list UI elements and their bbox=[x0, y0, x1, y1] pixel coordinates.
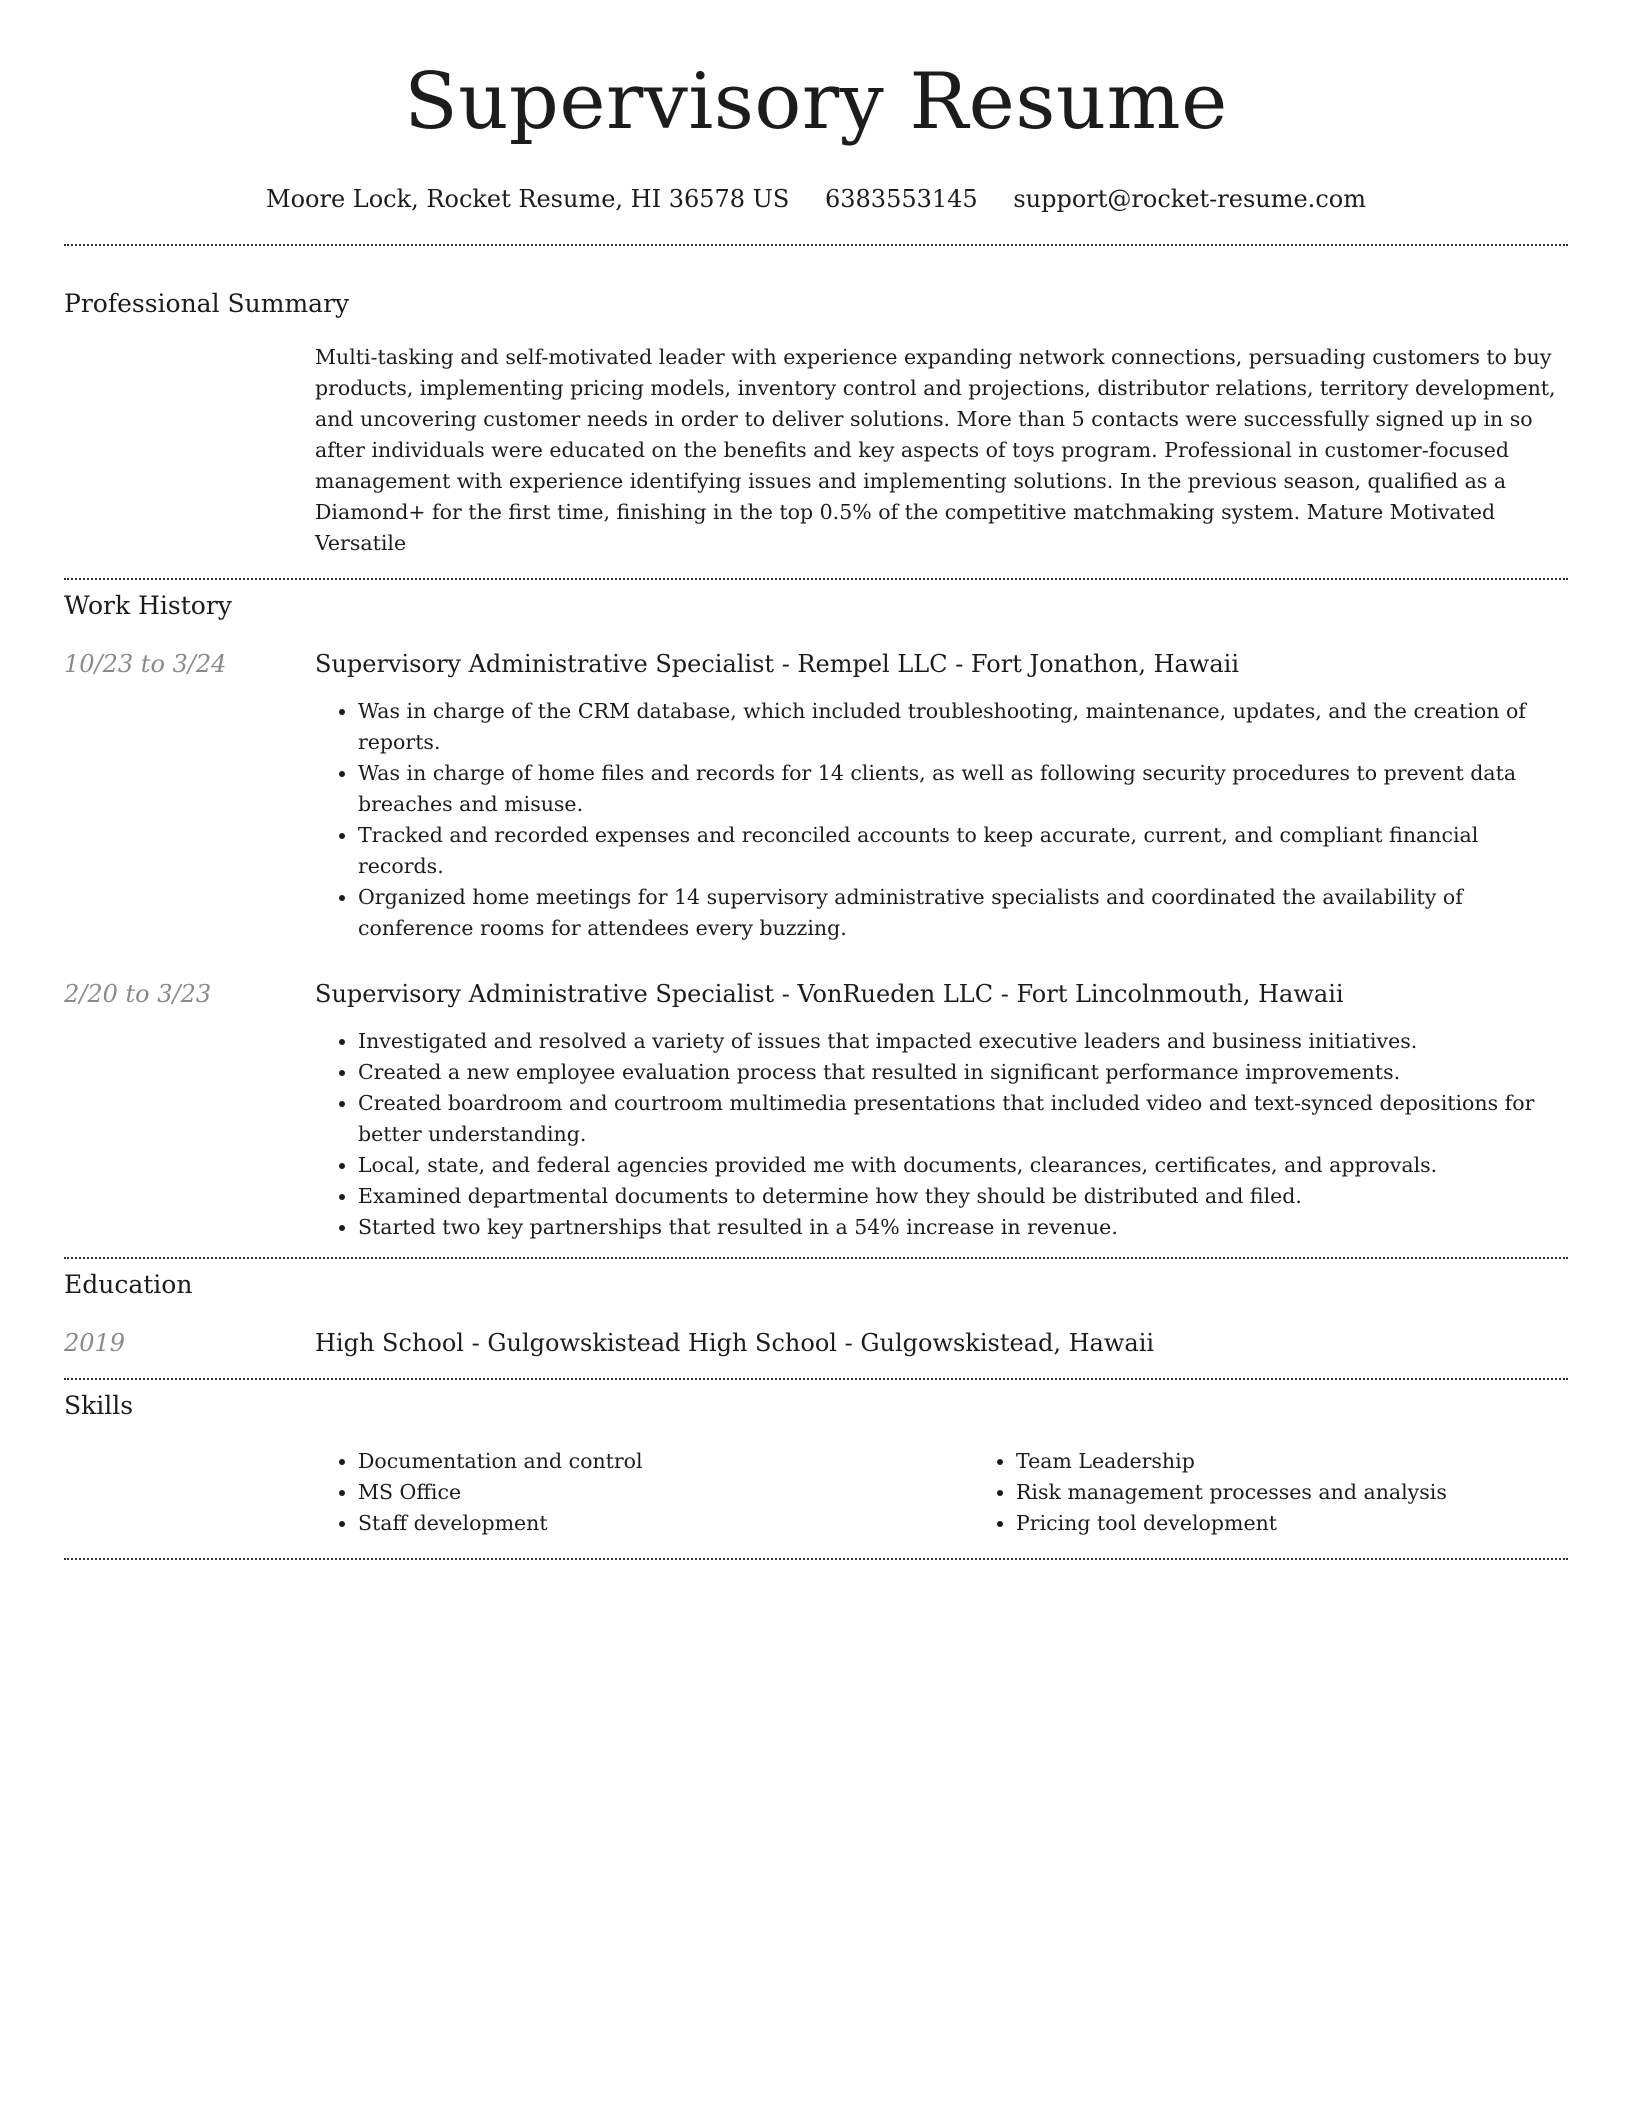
summary-heading: Professional Summary bbox=[64, 289, 350, 318]
job-bullet: • Examined departmental documents to determine how they should be distributed and filed. bbox=[358, 1181, 1568, 1212]
skill-item: • Documentation and control bbox=[358, 1446, 973, 1477]
job-entry bbox=[64, 648, 1568, 944]
education-year: 2019 bbox=[64, 1329, 126, 1357]
skills-row bbox=[64, 1446, 1568, 1539]
skill-item: • Risk management processes and analysis bbox=[1016, 1477, 1631, 1508]
job-title: Supervisory Administrative Specialist - Rempel LLC - Fort Jonathon, Hawaii bbox=[315, 650, 1240, 678]
skills-heading: Skills bbox=[64, 1391, 134, 1420]
job-bullets bbox=[315, 1026, 1568, 1243]
contact-phone: 6383553145 bbox=[825, 185, 978, 213]
divider bbox=[64, 1558, 1568, 1560]
job-bullet: • Organized home meetings for 14 supervisory administrative specialists and coordinated the availability of conference rooms for attendees every buzzing. bbox=[358, 882, 1568, 944]
skill-item: • Staff development bbox=[358, 1508, 973, 1539]
contact-email: support@rocket-resume.com bbox=[1013, 185, 1366, 213]
divider bbox=[64, 578, 1568, 580]
divider bbox=[64, 1378, 1568, 1380]
work-history-heading: Work History bbox=[64, 591, 232, 620]
resume-title: Supervisory Resume bbox=[404, 57, 1228, 147]
job-dates: 2/20 to 3/23 bbox=[64, 980, 212, 1008]
summary-text: Multi-tasking and self-motivated leader with experience expanding network connections, persuading customers to buy products, implementing pricing models, inventory control and projections, distributor relations, territory development, and uncovering customer needs in order to deliver solutions. More than 5 contacts were successfully signed up in so after individuals were educated on the benefits and key aspects of toys program. Professional in customer-focused management with experience identifying issues and implementing solutions. In the previous season, qualified as a Diamond+ for the first time, finishing in the top 0.5% of the competitive matchmaking system. Mature Motivated Versatile bbox=[315, 345, 1556, 555]
skill-item: • MS Office bbox=[358, 1477, 973, 1508]
job-bullet: • Created a new employee evaluation process that resulted in significant performance improvements. bbox=[358, 1057, 1568, 1088]
education-heading: Education bbox=[64, 1270, 193, 1299]
job-entry bbox=[64, 978, 1568, 1243]
contact-address: Moore Lock, Rocket Resume, HI 36578 US bbox=[266, 185, 790, 213]
job-bullets bbox=[315, 696, 1568, 944]
job-dates: 10/23 to 3/24 bbox=[64, 650, 227, 678]
skill-item: • Pricing tool development bbox=[1016, 1508, 1631, 1539]
skills-list-right bbox=[973, 1446, 1631, 1539]
divider bbox=[64, 1257, 1568, 1259]
education-title: High School - Gulgowskistead High School - Gulgowskistead, Hawaii bbox=[315, 1329, 1155, 1357]
job-bullet: • Was in charge of the CRM database, which included troubleshooting, maintenance, updates, and the creation of reports. bbox=[358, 696, 1568, 758]
divider bbox=[64, 244, 1568, 246]
skills-list-left bbox=[315, 1446, 973, 1539]
job-bullet: • Created boardroom and courtroom multimedia presentations that included video and text-synced depositions for better understanding. bbox=[358, 1088, 1568, 1150]
job-bullet: • Started two key partnerships that resulted in a 54% increase in revenue. bbox=[358, 1212, 1568, 1243]
summary-row bbox=[64, 342, 1568, 559]
skill-item: • Team Leadership bbox=[1016, 1446, 1631, 1477]
job-bullet: • Was in charge of home files and records for 14 clients, as well as following security procedures to prevent data breaches and misuse. bbox=[358, 758, 1568, 820]
job-bullet: • Investigated and resolved a variety of issues that impacted executive leaders and business initiatives. bbox=[358, 1026, 1568, 1057]
education-entry bbox=[64, 1327, 1568, 1359]
job-bullet: • Tracked and recorded expenses and reconciled accounts to keep accurate, current, and compliant financial records. bbox=[358, 820, 1568, 882]
job-title: Supervisory Administrative Specialist - VonRueden LLC - Fort Lincolnmouth, Hawaii bbox=[315, 980, 1344, 1008]
job-bullet: • Local, state, and federal agencies provided me with documents, clearances, certificates, and approvals. bbox=[358, 1150, 1568, 1181]
contact-line bbox=[64, 184, 1568, 214]
